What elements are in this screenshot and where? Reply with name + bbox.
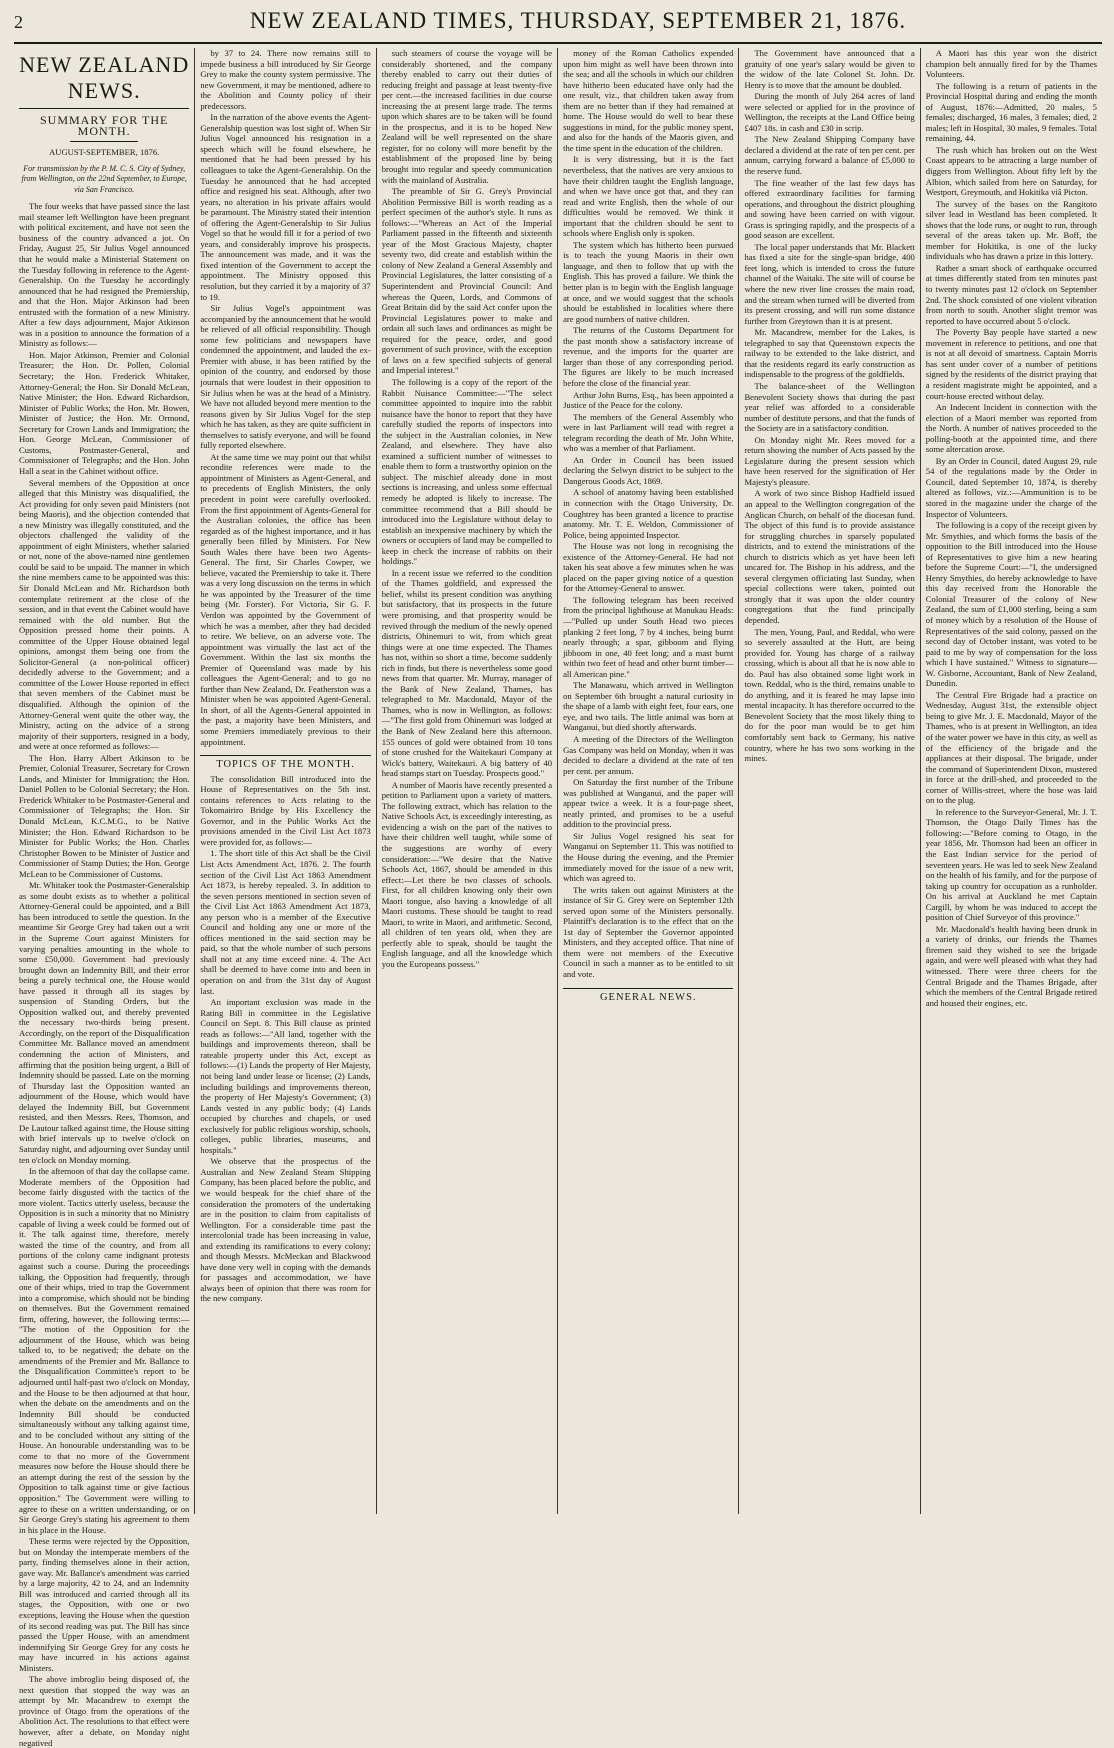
article-paragraph: The Hon. Harry Albert Atkinson to be Premier, Colonial Treasurer, Secretary for Crown Lands, and Minister for Immigration; the Hon. Daniel Pollen to be Colonial Secretary; the Hon. Frederick Whitaker to be Postmaster-General and Commissioner of Telegraphs; the Hon. Sir Donald McLean, K.C.M.G., to be Native Minister; the Hon. Edward Richardson to be Minister for Public Works; the Hon. Charles Christopher Bowen to be Minister of Justice and Commissioner of Stamp Duties; the Hon. George McLean to be Commissioner of Customs. bbox=[19, 752, 190, 879]
column-1 bbox=[14, 48, 195, 1748]
article-paragraph: The Government have announced that a gratuity of one year's salary would be given to the widow of the late Colonel St. John. Dr. Henry is to move that the amount be doubled. bbox=[744, 48, 915, 90]
article-paragraph: A Maori has this year won the district champion belt annually fired for by the Thames Volunteers. bbox=[925, 48, 1097, 80]
article-paragraph: Mr. Whitaker took the Postmaster-Generalship as some doubt exists as to whether a political Attorney-General could be appointed, and a Bill has been introduced to settle the question. In the meantime Sir George Grey had taken out a writ in the Supreme Court against Ministers for varying penalties amounting in the whole to some £50,000. Government had previously brought down an Indemnity Bill, and their error being a purely technical one, the House would have passed it through all its stages by suspension of Standing Orders, but the Opposition walked out, and thereby prevented the necessary two-thirds being present. Accordingly, on the report of the Disqualification Committee Mr. Ballance moved an amendment condemning the action of Ministers, and affirming that the position being urgent, a Bill of Indemnity should be passed. Late on the morning of Thursday last the Opposition wanted an adjournment of the House, which would have delayed the Indemnity Bill, but Government resisted, and then Messrs. Rees, Thomson, and De Lautour talked against time, the House sitting with brief intervals up to twelve o'clock on Saturday night, and adjourning over Sunday until ten o'clock on Monday morning. bbox=[19, 880, 190, 1165]
article-paragraph: The men, Young, Paul, and Reddal, who were so severely assaulted at the Hutt, are being provided for. Young has charge of a railway crossing, which is about all that he is now able to do. Paul has also obtained some light work in town. Reddal, who is the third, remains unable to do anything, and it is feared he may lapse into mental incapacity. It has therefore occurred to the Benevolent Society that the most likely thing to do for the poor man would be to get him comfortably sent back to Germany, his native country, where he has two sons working in the mines. bbox=[744, 626, 915, 764]
column-5 bbox=[739, 48, 920, 1514]
column-1-body bbox=[19, 201, 189, 1748]
article-paragraph: The survey of the bases on the Rangitoto silver lead in Westland has been completed. It shows that the lode runs, or ought to run, through several of the areas taken up. Mr. Boff, the member for Hokitika, is one of the lucky individuals who has drawn a prize in this lottery. bbox=[925, 198, 1097, 262]
article-paragraph: These terms were rejected by the Opposition, but on Monday the intemperate members of the party, finding themselves alone in their action, gave way. Mr. Ballance's amendment was carried by a large majority, 42 to 24, and an Indemnity Bill was introduced and carried through all its stages, the Opposition, with one or two exceptions, leaving the House when the question of its second reading was put. The Bill has since passed the Upper House, with an amendment indemnifying Sir George Grey for any costs he may have incurred in his actions against Ministers. bbox=[19, 1536, 190, 1673]
article-paragraph: by 37 to 24. There now remains still to impede business a bill introduced by Sir George Grey to make the county system permissive. The new Government, it may be mentioned, adhere to the Abolition and County policy of their predecessors. bbox=[200, 48, 371, 111]
article-paragraph: The following is a copy of the report of the Rabbit Nuisance Committee:—"The select committee appointed to inquire into the rabbit nuisance have the honor to report that they have carefully studied the reports of inspectors into the subject in the Australian colonies, in New Zealand, and elsewhere. They have also examined a sufficient number of witnesses to enable them to form a trustworthy opinion on the subject. The mischief already done in most sections is increasing, and unless some effectual remedy be adopted is likely to increase. The committee recommend that a Bill should be introduced into the Legislature without delay to establish an inexpensive machinery by which the owners or occupiers of land may be compelled to keep in check the increase of rabbits on their holdings." bbox=[381, 376, 553, 567]
column-4-body bbox=[563, 48, 733, 980]
article-paragraph: 1. The short title of this Act shall be the Civil List Acts Amendment Act, 1876. 2. The fourth section of the Civil List Act 1863 Amendment Act 1873, is hereby repealed. 3. In addition to the seven persons mentioned in section seven of the Civil List Act 1863 Amendment Act 1873, any person who is a member of the Executive Council and holding any one or more of the offices mentioned in the said section may be paid, so that the whole number of such persons shall not at any time exceed nine. 4. The Act shall be deemed to have come into and been in operation on and from the 31st day of August last. bbox=[200, 848, 371, 996]
article-paragraph: Hon. Major Atkinson, Premier and Colonial Treasurer; the Hon. Dr. Pollen, Colonial Secretary; the Hon. Frederick Whitaker, Attorney-General; the Hon. Sir Donald McLean, Native Minister; the Hon. Edward Richardson, Minister of Public Works; the Hon. Mr. Bowen, Minister of Justice; the Hon. Mr. Ormond, Secretary for Crown Lands and Immigration; the Hon. George McLean, Commissioner of Customs, Postmaster-General, and Commissioner of Telegraphs; and the Hon. John Hall a seat in the Cabinet without office. bbox=[19, 349, 190, 476]
article-paragraph: An Indecent Incident in connection with the election of a Maori member was reported from the North. A number of natives proceeded to the polling-booth at the appointed time, and there some altercation arose. bbox=[925, 402, 1097, 455]
article-paragraph: The following is a copy of the receipt given by Mr. Smythies, and which forms the basis of the opposition to the Bill introduced into the House of Representatives to give him a new hearing before the Supreme Court:—"I, the undersigned Henry Smythies, do hereby acknowledge to have this day received from the Honorable the Colonial Treasurer of the colony of New Zealand, the sum of £1,000 sterling, being a sum of money which by a resolution of the House of Representatives of the said colony, passed on the second day of October instant, was voted to be paid to me by way of compensation for the loss which I have sustained." Witness to signature—W. Gisborne, Accountant, Bank of New Zealand, Dunedin. bbox=[925, 520, 1097, 689]
column-6 bbox=[921, 48, 1102, 1514]
summary-date-range: AUGUST-SEPTEMBER, 1876. bbox=[49, 147, 160, 158]
article-paragraph: Sir Julius Vogel's appointment was accompanied by the announcement that he would be relieved of all official responsibility. Though some few politicians and newspapers have condemned the appointment, and lauded the ex-Premier with abuse, it has been ratified by the opinion of the country, and endorsed by those journals that were loudest in their opposition to Sir Julius when he was at the head of a Ministry. We have not alluded beyond mere mention to the reasons given by Sir Julius Vogel for the step which he has taken, as they are quite sufficient in themselves to satisfy everyone, and will be found fully reported elsewhere. bbox=[200, 303, 371, 451]
page-number: 2 bbox=[14, 12, 23, 32]
article-paragraph: In reference to the Surveyor-General, Mr. J. T. Thomson, the Otago Daily Times has the following:—"Before coming to Otago, in the year 1856, Mr. Thomson had been an officer in the East Indian service for the period of seventeen years. He was led to seek New Zealand on the health of his family, and for the purpose of taking up country for occupation as a runholder. On his arrival at Auckland he met Captain Cargill, by whom he was induced to accept the position of Chief Surveyor of this province." bbox=[925, 806, 1097, 923]
article-paragraph: The fine weather of the last few days has offered extraordinary facilities for farming operations, and throughout the district ploughing and sowing have been carried on with vigour. Grass is springing rapidly, and the prospects of a good season are excellent. bbox=[744, 177, 915, 241]
article-paragraph: The members of the General Assembly who were in last Parliament will read with regret a telegram recording the death of Mr. John White, who was a member of that Parliament. bbox=[563, 411, 734, 454]
article-paragraph: The returns of the Customs Department for the past month show a satisfactory increase of revenue, and the imports for the quarter are larger than those of any corresponding period. The figures are likely to be much increased before the close of the financial year. bbox=[563, 325, 734, 388]
article-paragraph: The above imbroglio being disposed of, the next question that stopped the way was an attempt by Mr. Macandrew to exempt the province of Otago from the operations of the Abolition Act. The resolutions to that effect were however, after a debate, on Monday night negatived bbox=[19, 1674, 190, 1748]
article-paragraph: The following telegram has been received from the principal lighthouse at Manukau Heads:—"Pulled up under South Head two pieces planking 2 feet long, 7 by 4 inches, being burnt nearly through; a spar, gibboom and flying jibboom in one, 40 feet long; and a mast burnt within two feet of head and other burnt timber—all American pine." bbox=[563, 594, 734, 679]
column-4 bbox=[558, 48, 739, 1514]
article-paragraph: On Monday night Mr. Rees moved for a return showing the number of Acts passed by the Legislature during the present session which have been reserved for the signification of Her Majesty's pleasure. bbox=[744, 434, 915, 487]
column-6-body bbox=[926, 48, 1097, 1008]
article-paragraph: A work of two since Bishop Hadfield issued an appeal to the Wellington congregation of the Anglican Church, on behalf of the diocesan fund. The object of this fund is to provide assistance for struggling churches in sparsely populated districts, and to extend the ministrations of the church to districts which as yet have been left uncared for. The Bishop in his address, and the several clergymen officiating last Sunday, when special collections were taken, pointed out strongly that it was upon the older country congregations that the fund principally depended. bbox=[744, 488, 915, 625]
article-paragraph: A meeting of the Directors of the Wellington Gas Company was held on Monday, when it was decided to declare a dividend at the rate of ten per cent. per annum. bbox=[563, 734, 734, 776]
article-columns bbox=[14, 48, 1102, 1748]
article-paragraph: Rather a smart shock of earthquake occurred at times differently stated from ten minutes past to twenty minutes past 12 o'clock on September 2nd. The shock consisted of one violent vibration from north to south. Another slight tremor was reported to have occurred about 5 o'clock. bbox=[925, 262, 1097, 326]
section-title-topics: TOPICS OF THE MONTH. bbox=[200, 755, 370, 771]
section-title-general-news: GENERAL NEWS. bbox=[563, 988, 733, 1004]
article-paragraph: The writs taken out against Ministers at the instance of Sir G. Grey were on September 12th served upon some of the Ministers personally. Plaintiff's declaration is to the effect that on the 1st day of September the Governor appointed Ministers, and they accepted office. That nine of them were not members of the Executive Council in such a manner as to be entitled to sit and vote. bbox=[563, 884, 734, 980]
column-2 bbox=[195, 48, 376, 1514]
article-paragraph: The New Zealand Shipping Company have declared a dividend at the rate of ten per cent. per annum, carrying forward a balance of £5,000 to the reserve fund. bbox=[744, 134, 915, 177]
column-5-body bbox=[744, 48, 914, 764]
column-3-body bbox=[382, 48, 552, 970]
article-paragraph: In the narration of the above events the Agent-Generalship question was lost sight of. When Sir Julius Vogel announced his resignation in a speech which will be found elsewhere, he mentioned that he had been pressed by his colleagues to take the Agent-Generalship. On the Tuesday he announced that he had accepted office and resigned his seat. Although, after two years, no alteration in his private affairs would be paramount. The Ministry stated their intention of offering the Agent-Generalship to Sir Julius Vogel so that he would fill it for a period of two years, and considerably improve his prospects. The announcement was made, and it was the fixed intention of the Government to accept the appointment. The Ministry opposed this resolution, but they carried it by a majority of 37 to 19. bbox=[200, 112, 371, 302]
article-paragraph: The Manawatu, which arrived in Wellington on September 6th brought a natural curiosity in the shape of a lamb with eight feet, four ears, one eye, and two tails. The little animal was born at Wanganui, but died shortly afterwards. bbox=[563, 680, 734, 733]
article-paragraph: Mr. Macandrew, member for the Lakes, is telegraphed to say that Queenstown expects the railway to be extended to the lake district, and that the residents regard its early construction as indispensable to the progress of the goldfields. bbox=[744, 327, 915, 380]
masthead bbox=[14, 8, 1102, 44]
article-paragraph: money of the Roman Catholics expended upon him might as well have been thrown into the sea; and all the schools in which our children have hitherto been educated have only had the one result, viz., that children taken away from them are no better than if they had remained at home. The House would do well to bear these suggestions in mind, for the public money spent, and also for the hands of the Maoris given, and the time spent in the education of the children. bbox=[563, 48, 734, 153]
transmission-note: For transmission by the P. M. C. S. City of Sydney, from Wellington, on the 22nd September, to Europe, via San Francisco. bbox=[21, 163, 187, 194]
article-paragraph: The rush which has broken out on the West Coast appears to be attracting a large number of diggers from Wellington. About fifty left by the Albion, which sailed from here on Saturday, for Westport, Greymouth, and Hokitika viâ Picton. bbox=[925, 144, 1097, 198]
article-paragraph: An important exclusion was made in the Rating Bill in committee in the Legislative Council on Sept. 8. This Bill clause as printed reads as follows:—"All land, together with the buildings and improvements thereon, shall be rateable property under this Act, except as follows:—(1) Lands the property of Her Majesty, not being land under lease or license; (2) Lands, including buildings and improvements thereon, the property of Her Majesty's Government; (3) Lands vested in any public body; (4) Lands occupied by churches and chapels, or used exclusively for public religious worship, schools, colleges, public libraries, museums, and hospitals." bbox=[200, 997, 371, 1155]
article-paragraph: Arthur John Burns, Esq., has been appointed a Justice of the Peace for the colony. bbox=[563, 389, 734, 411]
article-paragraph: In the afternoon of that day the collapse came. Moderate members of the Opposition had become fairly disgusted with the tactics of the more violent. Tactics utterly useless, because the Opposition is in such a minority that no Ministry capable of living a week could be formed out of it. The talk against time, therefore, merely wasted the time of the country, and from all portions of the colony came indignant protests against such a course. During the proceedings talking, the Opposition had frequently, through one of their whips, tried to trap the Government into a compromise, which should not be binding on themselves. But the Government remained firm, offering, however, the following terms:— "The motion of the Opposition for the adjournment of the House, which was being talked to, to be negatived; the debate on the amendments of the Premier and Mr. Ballance to the Disqualification Committee's report to be adjourned until half-past two o'clock on Monday, and the House to be then adjourned at that hour, when the debate on the amendments and on the Indemnity Bill should be conducted simultaneously without any talking against time, and to be concluded without any sitting of the House. An honourable understanding was to be come to that no more of the Government measures now before the House should there be an attempt during the rest of the session by the Opposition to talk against time or give factious opposition." The Government were willing to agree to these on a written understanding, or on Sir George Grey's stating his agreement to them in his place in the House. bbox=[19, 1166, 190, 1535]
article-paragraph: We observe that the prospectus of the Australian and New Zealand Steam Shipping Company, has been placed before the public, and we would bespeak for the chief share of the consideration the promoters of the undertaking are in the position to claim from capitalists of Wellington. For a considerable time past the intercolonial trade has been increasing in value, and extending its ramifications to every colony; and though Messrs. McMeckan and Blackwood have done very well in coping with the demands for passages and accommodation, we have always been of opinion that there was room for the new company. bbox=[200, 1156, 371, 1304]
summary-title: NEW ZEALAND NEWS. bbox=[19, 52, 189, 109]
divider bbox=[70, 141, 138, 142]
summary-subtitle: SUMMARY FOR THE MONTH. bbox=[39, 113, 169, 138]
article-paragraph: In a recent issue we referred to the condition of the Thames goldfield, and expressed the belief, whilst its present condition was anything but satisfactory, that its prospects in the future were promising, and that prosperity would be revived through the medium of the newly opened districts, Ohinemuri to wit, from which great things were at one time expected. The Thames has not, within so short a time, become suddenly rich in finds, but there is nevertheless some good news from that quarter. Mr. Murray, manager of the Bank of New Zealand, Thames, has telegraphed to Mr. Macdonald, Mayor of the Thames, who is now in Wellington, as follows:—"The first gold from Ohinemuri was lodged at the Bank of New Zealand here this afternoon. 155 ounces of gold were obtained from 10 tons of stone crushed for the Waitekauri Company at Wick's battery, Waitekauri. A big battery of 40 head stamps start on Tuesday. Prospects good." bbox=[381, 567, 553, 779]
article-paragraph: The Central Fire Brigade had a practice on Wednesday, August 31st, the extensible object being to give Mr. J. E. Macdonald, Mayor of the Thames, who is at present in Wellington, an idea of the water power we have in this city, as well as of the efficiency of the brigade and the appliances at their disposal. The brigade, under the command of Superintendent Dixon, mustered in force at the drill-shed, and proceeded to the corner of Willis-street, where the hose was laid on to the plug. bbox=[925, 689, 1097, 806]
article-paragraph: The Poverty Bay people have started a new movement in reference to petitions, and one that is not at all devoid of smartness. Captain Morris has sent under cover of a number of petitions signed by the residents of the district praying that a resident magistrate might be appointed, and a court-house erected without delay. bbox=[925, 327, 1097, 401]
article-paragraph: A number of Maoris have recently presented a petition to Parliament upon a variety of matters. The following extract, which has relation to the Native Schools Act, is exceedingly interesting, as evidencing a wish on the part of the natives to have their children well taught, while some of the suggestions are worthy of every consideration:—"We desire that the Native Schools Act, 1867, should be amended in this effect:—Let there be two classes of schools. First, for all children knowing only their own Maori tongue, also having a knowledge of all Maori customs. These should be taught to read Maori, to write in Maori, and arithmetic. Second, all children of ten years old, when they are perfectly able to speak, should be taught the English language, and all the knowledge which you the Europeans possess." bbox=[381, 779, 553, 970]
newspaper-title: NEW ZEALAND TIMES, THURSDAY, SEPTEMBER 21, 1876. bbox=[249, 8, 907, 33]
article-paragraph: By an Order in Council, dated August 29, rule 54 of the regulations made by the Order in Council, dated September 10, 1874, is thereby altered as follows, viz.:—Ammunition is to be stored in the magazine under the charge of the Inspector of Volunteers. bbox=[925, 455, 1097, 519]
article-paragraph: The local paper understands that Mr. Blackett has fixed a site for the single-span bridge, 400 feet long, which is intended to cross the future channel of the Waitaki. The site will of course be where the new river line crosses the main road, and the stream when turned will be diverted from its present crossing, and will run some distance further from Greytown than it is at present. bbox=[744, 241, 915, 326]
article-paragraph: The preamble of Sir G. Grey's Provincial Abolition Permissive Bill is worth reading as a perfect specimen of the author's style. It runs as follows:—"Whereas an Act of the Imperial Parliament passed in the fifteenth and sixteenth year of the Most Gracious Majesty, chapter seventy two, did create and establish within the colony of New Zealand a General Assembly and Provincial Legislatures, the latter consisting of a Superintendent and Provincial Council: And whereas the Queen, Lords, and Commons of Great Britain did by the said Act confer upon the Provincial Legislatures power to make and ordain all such laws and ordinances as might be required for the peace, order, and good government of such province, with the exception of laws on a few specified subjects of general and Imperial interest." bbox=[381, 186, 553, 376]
article-paragraph: such steamers of course the voyage will be considerably shortened, and the company thereby enabled to carry out their duties of reducing freight and passage at least twenty-five per cent.—the increased facilities in due course increasing the at present large trade. The terms upon which shares are to be taken will be found in the prospectus, and it is to be hoped New Zealand will be well represented on the share register, for no colony will more benefit by the establishment of the proposed line by being brought into regular and speedy communication with the mainland of Australia. bbox=[381, 48, 553, 185]
article-paragraph: During the month of July 264 acres of land were selected or applied for in the province of Wellington, the receipts at the Land Office being £407 18s. in cash and £30 in scrip. bbox=[744, 91, 915, 133]
column-2-section-body bbox=[200, 774, 370, 1304]
article-paragraph: Several members of the Opposition at once alleged that this Ministry was disqualified, the Act providing for only seven paid Ministers (not being Maoris), and the objection contended that a new Ministry was illegally constituted, and the objectors challenged the validity of the appointment of eight Ministers, whether salaried or not, none of the above-named nine gentlemen could be said to be unpaid. The manner in which the nine members came to be appointed was this: Sir Donald McLean and Mr. Richardson both contemplate retirement at the close of the session, and in that event the Cabinet would have remained with the old number. But the Opposition pressed home their points. A committee of the Upper House obtained legal opinions, amongst them being one from the Solicitor-General (a non-political officer) decidedly adverse to the Government; and a committee of the Lower House reported in effect that seven members of the Cabinet must be disqualified. Although the opinion of the Attorney-General went quite the other way, the Ministry, acting on the advice of a strong majority of their supporters, resigned in a body, and were at once reformed as follows:— bbox=[19, 477, 190, 752]
article-paragraph: On Saturday the first number of the Tribune was published at Wanganui, and the paper will appear twice a week. It is a four-page sheet, neatly printed, and promises to be a useful addition to the provincial press. bbox=[563, 777, 734, 830]
article-paragraph: Mr. Macdonald's health having been drunk in a variety of drinks, our friends the Thames firemen said they wished to see the brigade again, and were well pleased with what they had witnessed. There were three cheers for the Central Brigade and the Thames Brigade, after which the members of the Central Brigade retired and housed their engines, etc. bbox=[925, 923, 1097, 1008]
article-paragraph: A school of anatomy having been established in connection with the Otago University, Dr. Coughtrey has been granted a licence to practise anatomy. Mr. T. E. Weldon, Commissioner of Police, being appointed Inspector. bbox=[563, 487, 734, 540]
column-2-body bbox=[200, 48, 370, 747]
article-paragraph: Sir Julius Vogel resigned his seat for Wanganui on September 11. This was notified to the House during the evening, and the Premier immediately moved for the issue of a new writ, which was agreed to. bbox=[563, 830, 734, 884]
article-paragraph: At the same time we may point out that whilst recondite references were made to the appointment of Ministers as Agent-General, and to precedents of English Ministers, the only precedent in point were carefully overlooked. From the first appointment of Agents-General for the Australian colonies, the office has been regarded as of the highest importance, and it has generally been filled by Ministers. For New South Wales there have been two Agents-General. The first, Sir Charles Cowper, we believe, vacated the Premiership to take it. There was a very long discussion on the terms in which he was appointed by the Treasurer of the time being (Mr. Forster). For Victoria, Sir G. F. Verdon was appointed by the Government of which he was a member, after they had decided to retire. We believe, on an adverse vote. The appointment was virtually the last act of the Government. Within the last six months the Premier of Queensland was made by his colleagues the Agent-General; and to go no further than New Zealand, Dr. Featherston was a Minister when he was appointed Agent-General. In short, of all the Agents-General appointed in the past, a majority have been Ministers, and some Premiers immediately previous to their appointment. bbox=[200, 451, 371, 747]
article-paragraph: The consolidation Bill introduced into the House of Representatives on the 5th inst. contains references to Acts relating to the Tokomairiro Bridge by His Excellency the Governor, and in the Public Works Act the provisions amended in the Civil List Act 1873 were provided for, as follows:— bbox=[200, 773, 371, 847]
article-paragraph: The four weeks that have passed since the last mail steamer left Wellington have been pregnant with political excitement, and have not seen the business of the country advanced a jot. On Friday, August 25, Sir Julius Vogel announced that he would make a Ministerial Statement on the Tuesday following in reference to the Agent-Generalship. On the Tuesday he accordingly announced that he had resigned the Premiership, and that the Hon. Major Atkinson had been entrusted with the formation of a new Ministry. After a few days adjournment, Major Atkinson was in a position to announce the formation of a Ministry as follows:— bbox=[19, 201, 190, 349]
article-paragraph: The system which has hitherto been pursued is to teach the young Maoris in their own language, and then to follow that up with the English. This has proved a failure. We think the better plan is to begin with the English language at once, and we would suggest that the schools should be established in localities where there are good numbers of native children. bbox=[563, 239, 734, 324]
article-paragraph: An Order in Council has been issued declaring the Selwyn district to be subject to the Dangerous Goods Act, 1869. bbox=[563, 454, 734, 486]
article-paragraph: The following is a return of patients in the Provincial Hospital during and ending the month of August, 1876:—Admitted, 20 males, 5 females; discharged, 16 males, 3 females; died, 2 males; left in Hospital, 30 males, 9 females. Total remaining, 44. bbox=[925, 80, 1097, 144]
article-paragraph: It is very distressing, but it is the fact nevertheless, that the natives are very anxious to have their children taught the English language, and when we have once got that, and they can read and write English, then the whole of our difficulties would be removed. We think it important that the children should be sent to schools where English only is spoken. bbox=[563, 154, 734, 239]
article-paragraph: The balance-sheet of the Wellington Benevolent Society shows that during the past year relief was afforded to a considerable number of destitute persons, and that the funds of the Society are in a satisfactory condition. bbox=[744, 380, 915, 434]
column-3 bbox=[377, 48, 558, 1514]
article-paragraph: The House was not long in recognising the existence of the Attorney-General. He had not taken his seat above a few minutes when he was placed on the paper giving notice of a question for the Attorney-General to answer. bbox=[563, 541, 734, 594]
